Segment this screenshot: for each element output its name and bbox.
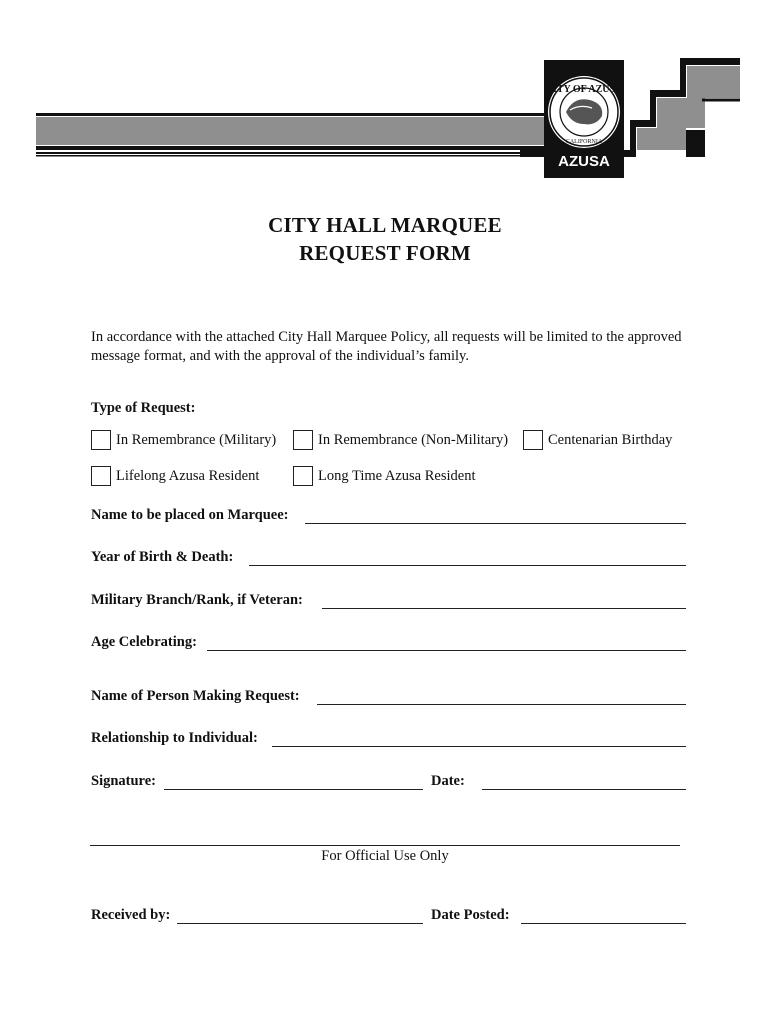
checkbox-box[interactable] (91, 430, 111, 450)
checkbox-label: In Remembrance (Military) (116, 431, 277, 448)
received-by-label: Received by: (91, 907, 171, 923)
military-field[interactable] (322, 608, 686, 609)
date-field[interactable] (482, 789, 686, 790)
relationship-field[interactable] (272, 746, 686, 747)
seal-ring-text: CITY OF AZUSA (545, 84, 623, 95)
age-label: Age Celebrating: (91, 634, 197, 650)
intro-paragraph: In accordance with the attached City Hall Marquee Policy, all requests will be limited to the approved message format, and with the approval of the individual’s family. (91, 329, 682, 364)
page-title-line1: CITY HALL MARQUEE (268, 213, 502, 237)
birth-death-label: Year of Birth & Death: (91, 549, 234, 565)
official-use-heading: For Official Use Only (321, 848, 449, 864)
checkbox-remembrance-military[interactable] (91, 430, 276, 450)
seal-banner-text: AZUSA (558, 153, 610, 170)
date-posted-field[interactable] (521, 923, 686, 924)
checkbox-label: Long Time Azusa Resident (318, 467, 476, 484)
checkbox-box[interactable] (293, 430, 313, 450)
date-label: Date: (431, 773, 465, 789)
received-by-field[interactable] (177, 923, 423, 924)
request-type-heading: Type of Request: (91, 400, 196, 416)
checkbox-remembrance-non-military[interactable] (293, 430, 508, 450)
signature-field[interactable] (164, 789, 423, 790)
checkbox-label: Centenarian Birthday (548, 431, 673, 448)
relationship-label: Relationship to Individual: (91, 730, 258, 746)
marquee-name-field[interactable] (305, 523, 686, 524)
military-label: Military Branch/Rank, if Veteran: (91, 592, 303, 608)
checkbox-box[interactable] (293, 466, 313, 486)
marquee-name-label: Name to be placed on Marquee: (91, 507, 289, 523)
page-title-line2: REQUEST FORM (299, 241, 471, 265)
checkbox-lifelong-resident[interactable] (91, 466, 259, 486)
checkbox-box[interactable] (91, 466, 111, 486)
checkbox-long-time-resident[interactable] (293, 466, 476, 486)
header-banner (0, 0, 770, 200)
age-field[interactable] (207, 650, 686, 651)
date-posted-label: Date Posted: (431, 907, 510, 923)
checkbox-centenarian-birthday[interactable] (523, 430, 672, 450)
checkbox-box[interactable] (523, 430, 543, 450)
checkbox-label: Lifelong Azusa Resident (116, 467, 260, 484)
checkbox-label: In Remembrance (Non-Military) (318, 431, 509, 448)
section-divider (90, 845, 680, 846)
requester-field[interactable] (317, 704, 686, 705)
requester-label: Name of Person Making Request: (91, 688, 300, 704)
seal-state-text: CALIFORNIA (565, 139, 603, 145)
signature-label: Signature: (91, 773, 156, 789)
birth-death-field[interactable] (249, 565, 686, 566)
